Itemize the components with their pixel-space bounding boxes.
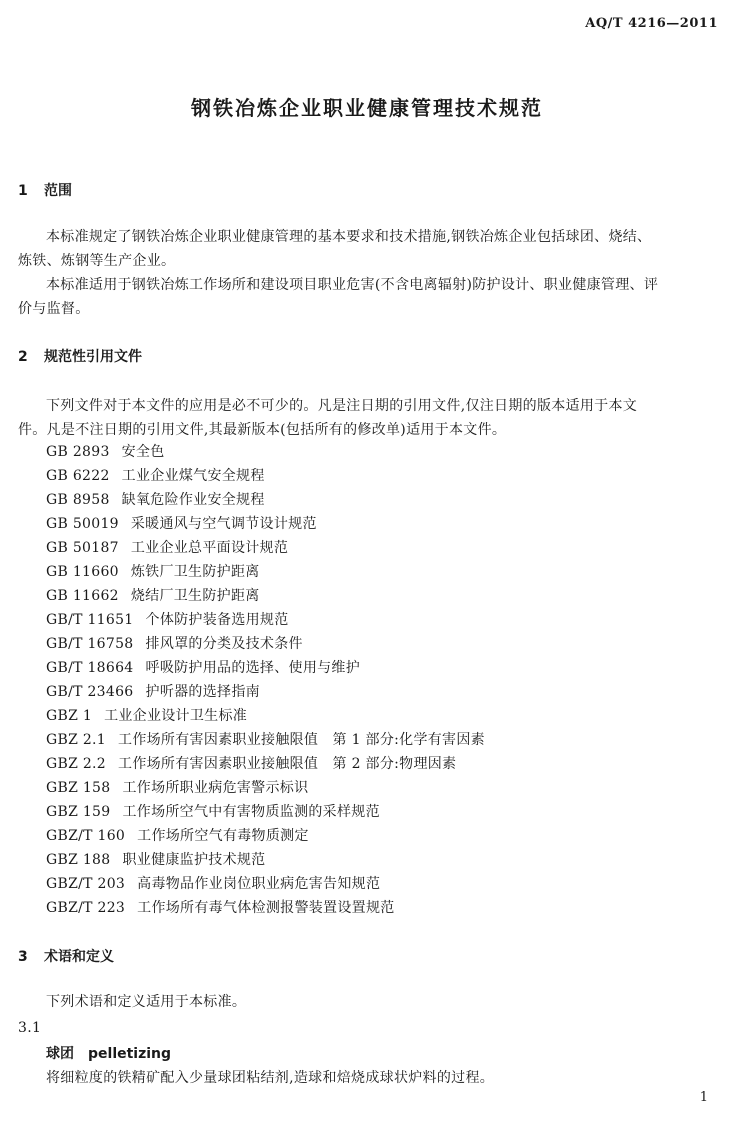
reference-title: 个体防护装备选用规范 [145, 612, 289, 628]
term-name [46, 1043, 171, 1063]
reference-title: 工作场所有害因素职业接触限值 第 1 部分:化学有害因素 [118, 732, 485, 748]
document-title: 钢铁冶炼企业职业健康管理技术规范 [191, 96, 543, 120]
reference-title: 工业企业总平面设计规范 [130, 540, 289, 556]
reference-item [46, 657, 360, 677]
reference-item [46, 777, 308, 797]
reference-title: 职业健康监护技术规范 [122, 852, 266, 868]
reference-item [46, 489, 265, 509]
reference-code: GBZ 158 [46, 780, 111, 796]
paragraph-line: 本标准适用于钢铁冶炼工作场所和建设项目职业危害(不含电离辐射)防护设计、职业健康管理、评 [46, 277, 659, 293]
reference-item [46, 897, 395, 917]
reference-code: GBZ/T 203 [46, 876, 126, 892]
term-definition: 将细粒度的铁精矿配入少量球团粘结剂,造球和焙烧成球状炉料的过程。 [46, 1070, 495, 1086]
section-title: 范围 [44, 183, 72, 199]
reference-item [46, 513, 317, 533]
reference-code: GB 8958 [46, 492, 110, 508]
reference-title: 烧结厂卫生防护距离 [130, 588, 260, 604]
term-chinese: 球团 [46, 1046, 74, 1062]
reference-title: 缺氧危险作业安全规程 [121, 492, 265, 508]
reference-code: GB/T 16758 [46, 636, 134, 652]
reference-code: GBZ/T 223 [46, 900, 126, 916]
reference-code: GBZ/T 160 [46, 828, 126, 844]
reference-title: 呼吸防护用品的选择、使用与维护 [145, 660, 361, 676]
reference-code: GBZ 2.1 [46, 732, 107, 748]
reference-title: 采暖通风与空气调节设计规范 [130, 516, 317, 532]
paragraph-line: 下列术语和定义适用于本标准。 [46, 994, 247, 1010]
term-number: 3.1 [18, 1020, 42, 1036]
section-number: 1 [18, 183, 28, 199]
reference-item [46, 561, 260, 581]
reference-code: GB 11660 [46, 564, 119, 580]
reference-item [46, 825, 309, 845]
section-3-heading [18, 946, 114, 966]
reference-code: GB 2893 [46, 444, 110, 460]
reference-title: 炼铁厂卫生防护距离 [130, 564, 260, 580]
reference-title: 工业企业煤气安全规程 [121, 468, 265, 484]
reference-code: GB/T 11651 [46, 612, 134, 628]
section-number: 2 [18, 349, 28, 365]
paragraph-line: 下列文件对于本文件的应用是必不可少的。凡是注日期的引用文件,仅注日期的版本适用于本文 [46, 398, 638, 414]
reference-code: GBZ 1 [46, 708, 93, 724]
reference-item [46, 681, 260, 701]
reference-item [46, 705, 247, 725]
reference-code: GB 50187 [46, 540, 119, 556]
reference-item [46, 585, 260, 605]
reference-code: GB/T 18664 [46, 660, 134, 676]
reference-item [46, 801, 380, 821]
section-title: 术语和定义 [44, 949, 114, 965]
reference-title: 工作场所空气有毒物质测定 [137, 828, 309, 844]
page-number: 1 [699, 1090, 708, 1105]
standard-code: AQ/T 4216—2011 [585, 16, 718, 31]
reference-title: 工作场所有毒气体检测报警装置设置规范 [137, 900, 395, 916]
reference-item [46, 729, 485, 749]
reference-item [46, 441, 165, 461]
paragraph-line: 炼铁、炼钢等生产企业。 [18, 253, 176, 269]
reference-title: 排风罩的分类及技术条件 [145, 636, 303, 652]
reference-title: 安全色 [121, 444, 165, 460]
reference-title: 工业企业设计卫生标准 [104, 708, 248, 724]
paragraph-line: 件。凡是不注日期的引用文件,其最新版本(包括所有的修改单)适用于本文件。 [18, 422, 507, 438]
reference-code: GBZ 2.2 [46, 756, 107, 772]
reference-item [46, 633, 303, 653]
reference-item [46, 849, 265, 869]
reference-item [46, 465, 265, 485]
paragraph-line: 本标准规定了钢铁冶炼企业职业健康管理的基本要求和技术措施,钢铁冶炼企业包括球团、烧结、 [46, 229, 652, 245]
reference-code: GB 11662 [46, 588, 119, 604]
reference-code: GBZ 159 [46, 804, 111, 820]
reference-code: GB/T 23466 [46, 684, 134, 700]
section-number: 3 [18, 949, 28, 965]
reference-item [46, 873, 380, 893]
reference-title: 高毒物品作业岗位职业病危害告知规范 [137, 876, 381, 892]
reference-title: 工作场所空气中有害物质监测的采样规范 [122, 804, 380, 820]
reference-code: GBZ 188 [46, 852, 111, 868]
reference-title: 护听器的选择指南 [145, 684, 260, 700]
reference-item [46, 537, 288, 557]
section-2-heading [18, 346, 142, 366]
section-title: 规范性引用文件 [44, 349, 142, 365]
reference-title: 工作场所职业病危害警示标识 [122, 780, 309, 796]
section-1-heading [18, 180, 72, 200]
paragraph-line: 价与监督。 [18, 301, 90, 317]
reference-code: GB 50019 [46, 516, 119, 532]
reference-item [46, 753, 456, 773]
term-english: pelletizing [88, 1046, 172, 1062]
reference-code: GB 6222 [46, 468, 110, 484]
reference-item [46, 609, 289, 629]
reference-title: 工作场所有害因素职业接触限值 第 2 部分:物理因素 [118, 756, 457, 772]
